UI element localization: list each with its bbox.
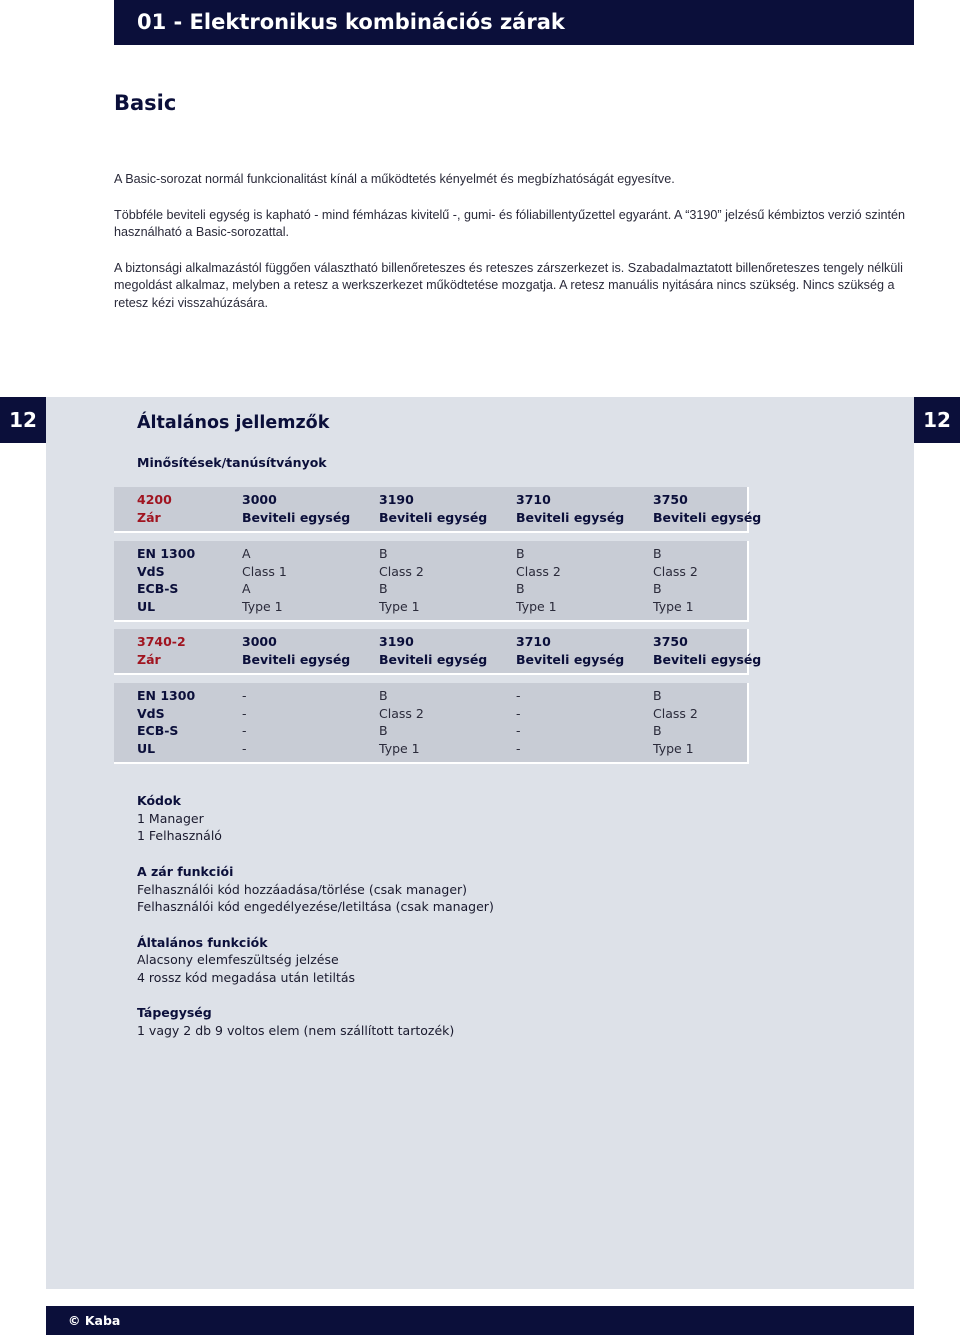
header-cell: Beviteli egység xyxy=(516,651,625,667)
table-cell: Type 1 xyxy=(653,740,694,756)
table-cell: B xyxy=(516,581,525,597)
table-cell: B xyxy=(653,546,662,561)
table-header-row xyxy=(114,651,762,669)
table-cell: B xyxy=(653,723,662,739)
info-label: Kódok xyxy=(137,793,181,808)
table-cell: EN 1300 xyxy=(137,546,196,561)
table-cell: - xyxy=(516,740,521,756)
info-line: Alacsony elemfeszültség jelzése xyxy=(137,952,339,968)
header-cell: 3000 xyxy=(242,492,277,507)
table-row xyxy=(114,705,747,723)
header-cell: Beviteli egység xyxy=(516,509,625,525)
table-1-header xyxy=(114,487,762,533)
intro-paragraph: A Basic-sorozat normál funkcionalitást kínál a működtetés kényelmét és megbízhatóságát egyesítve. xyxy=(114,172,675,186)
features-info xyxy=(137,792,737,1057)
table-cell: - xyxy=(242,688,247,703)
header-cell: 3710 xyxy=(516,492,551,507)
page-header xyxy=(114,0,914,45)
table-cell: B xyxy=(379,723,388,739)
table-cell: - xyxy=(516,723,521,739)
info-label: Általános funkciók xyxy=(137,934,268,950)
table-cell: B xyxy=(379,546,388,561)
table-cell: UL xyxy=(137,598,156,614)
header-cell: 3000 xyxy=(242,634,277,649)
table-cell: B xyxy=(379,688,388,703)
table-cell: UL xyxy=(137,740,156,756)
table-header-row xyxy=(114,509,762,527)
page-number-left: 12 xyxy=(0,397,46,443)
header-title: 01 - Elektronikus kombinációs zárak xyxy=(137,10,565,34)
table-header-row xyxy=(114,491,747,509)
info-line: 4 rossz kód megadása után letiltás xyxy=(137,970,356,985)
table-header-row xyxy=(114,633,747,651)
table-2-header xyxy=(114,629,762,675)
intro-text xyxy=(114,171,914,331)
page-footer xyxy=(46,1306,914,1335)
table-cell: Type 1 xyxy=(516,598,557,614)
info-line: 1 Felhasználó xyxy=(137,828,222,844)
table-cell: Class 2 xyxy=(379,705,424,721)
table-cell: A xyxy=(242,581,251,597)
table-cell: - xyxy=(242,740,247,756)
info-label: A zár funkciói xyxy=(137,863,234,879)
header-cell: 3710 xyxy=(516,634,551,649)
table-row xyxy=(114,687,747,705)
table-row xyxy=(114,545,747,563)
table-cell: ECB-S xyxy=(137,723,179,739)
info-line: 1 Manager xyxy=(137,810,204,826)
header-cell: 3750 xyxy=(653,492,688,507)
header-cell: Zár xyxy=(137,509,161,525)
info-group-codes xyxy=(137,792,737,845)
page-number-right: 12 xyxy=(914,397,960,443)
info-group-lock-functions xyxy=(137,863,737,916)
table-cell: VdS xyxy=(137,563,165,579)
table-cell: B xyxy=(516,546,525,561)
table-cell: Class 2 xyxy=(379,563,424,579)
table-cell: Class 2 xyxy=(653,705,698,721)
intro-paragraph: A biztonsági alkalmazástól függően választható billenőreteszes és reteszes zárszerkezet is. Szabadalmaztatott billenőreteszes tengely nélküli megoldást alkalmaz, melyben a retesz a werkszerkezet működtetése mozgatja. A retesz manuális nyitására nincs szükség. Nincs szükség a retesz kézi visszahúzására. xyxy=(114,260,903,310)
header-cell: Beviteli egység xyxy=(379,509,488,525)
table-cell: Type 1 xyxy=(379,598,420,614)
header-cell: 3740-2 xyxy=(137,634,186,649)
intro-paragraph: Többféle beviteli egység is kapható - mind fémházas kivitelű -, gumi- és fóliabillentyűzettel egyaránt. A “3190” jelzésű kémbiztos verzió szintén használható a Basic-sorozattal. xyxy=(114,207,906,240)
table-cell: VdS xyxy=(137,705,165,721)
table-cell: B xyxy=(653,688,662,703)
table-cell: - xyxy=(242,705,247,721)
header-cell: 3750 xyxy=(653,634,688,649)
header-cell: 3190 xyxy=(379,634,414,649)
info-label: Tápegység xyxy=(137,1005,212,1021)
table-1-body xyxy=(114,541,749,622)
table-cell: Type 1 xyxy=(379,740,420,756)
certifications-title: Minősítések/tanúsítványok xyxy=(137,455,327,470)
header-cell: Beviteli egység xyxy=(242,651,351,667)
table-cell: Class 1 xyxy=(242,563,287,579)
header-cell: Beviteli egység xyxy=(242,509,351,525)
table-cell: - xyxy=(516,688,521,703)
table-cell: ECB-S xyxy=(137,581,179,597)
table-cell: - xyxy=(516,705,521,721)
footer-copyright: © Kaba xyxy=(68,1313,121,1328)
info-group-power-supply xyxy=(137,1004,737,1039)
table-row xyxy=(114,598,747,616)
table-row xyxy=(114,740,747,758)
table-cell: B xyxy=(653,581,662,597)
table-cell: Class 2 xyxy=(653,563,698,579)
info-line: Felhasználói kód engedélyezése/letiltása (csak manager) xyxy=(137,899,494,915)
table-row xyxy=(114,580,747,598)
info-line: 1 vagy 2 db 9 voltos elem (nem szállított tartozék) xyxy=(137,1023,455,1039)
section-title: Basic xyxy=(114,91,177,115)
table-cell: B xyxy=(379,581,388,597)
header-cell: 4200 xyxy=(137,492,172,507)
header-cell: Beviteli egység xyxy=(653,509,762,525)
panel-title: Általános jellemzők xyxy=(137,413,330,433)
table-cell: Type 1 xyxy=(242,598,283,614)
header-cell: Zár xyxy=(137,651,161,667)
table-cell: EN 1300 xyxy=(137,688,196,703)
header-cell: Beviteli egység xyxy=(653,651,762,667)
table-cell: A xyxy=(242,546,251,561)
header-cell: Beviteli egység xyxy=(379,651,488,667)
header-cell: 3190 xyxy=(379,492,414,507)
table-cell: Type 1 xyxy=(653,598,694,614)
table-2-body xyxy=(114,683,749,764)
info-group-general-functions xyxy=(137,934,737,987)
table-cell: Class 2 xyxy=(516,563,561,579)
table-cell: - xyxy=(242,723,247,739)
info-line: Felhasználói kód hozzáadása/törlése (csak manager) xyxy=(137,881,468,897)
table-row xyxy=(114,563,747,581)
table-row xyxy=(114,722,747,740)
